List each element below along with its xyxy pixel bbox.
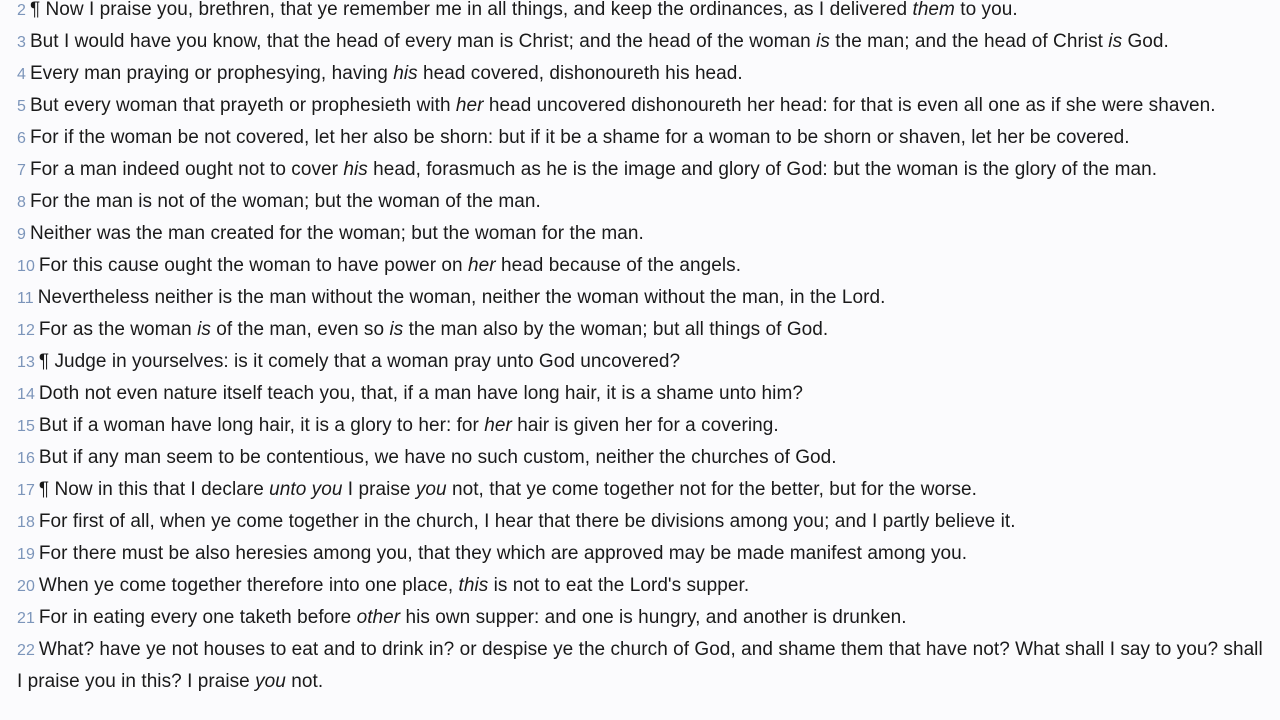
verse xyxy=(17,26,1263,58)
verse-text-italic: her xyxy=(455,95,484,116)
verse xyxy=(17,538,1263,570)
verse-text: the man; and the head of Christ xyxy=(829,31,1109,52)
verse-text: ¶ Judge in yourselves: is it comely that a woman pray unto God uncovered? xyxy=(38,351,681,372)
verse-text-italic: them xyxy=(912,0,955,20)
verse-number[interactable]: 10 xyxy=(17,258,35,275)
verse-number[interactable]: 12 xyxy=(17,322,35,339)
verse xyxy=(17,570,1263,602)
verse-number[interactable]: 9 xyxy=(17,226,26,243)
verse-number[interactable]: 2 xyxy=(17,2,26,19)
verse-text: What? have ye not houses to eat and to drink in? or despise ye the church of God, and shame them that have not? What shall I say to you? shall I praise you in this? I praise xyxy=(17,639,1263,692)
verse-text: not, that ye come together not for the better, but for the worse. xyxy=(446,479,977,500)
verse-text: But I would have you know, that the head of every man is Christ; and the head of the woman xyxy=(29,31,817,52)
verse-number[interactable]: 21 xyxy=(17,610,35,627)
verse-text: For if the woman be not covered, let her also be shorn: but if it be a shame for a woman to be shorn or shaven, let her be covered. xyxy=(29,127,1130,148)
verse xyxy=(17,346,1263,378)
verse-text-italic: is xyxy=(1108,31,1123,52)
verse-text: not. xyxy=(285,671,324,692)
verse-number[interactable]: 15 xyxy=(17,418,35,435)
verse-text: But if a woman have long hair, it is a glory to her: for xyxy=(38,415,485,436)
verse-number[interactable]: 20 xyxy=(17,578,35,595)
verse-text: For as the woman xyxy=(38,319,198,340)
verse-text: head because of the angels. xyxy=(495,255,742,276)
verse-text-italic: you xyxy=(255,671,286,692)
verse xyxy=(17,602,1263,634)
verse-text-italic: you xyxy=(415,479,447,500)
verse xyxy=(17,410,1263,442)
verse-text: I praise xyxy=(342,479,416,500)
verse-text: his own supper: and one is hungry, and another is drunken. xyxy=(400,607,907,628)
verse xyxy=(17,186,1263,218)
verse-text-italic: his xyxy=(343,159,368,180)
verse-text-italic: his xyxy=(393,63,418,84)
verse-number[interactable]: 5 xyxy=(17,98,26,115)
verse-text-italic: is xyxy=(197,319,211,340)
verse-text: But every woman that prayeth or prophesieth with xyxy=(29,95,456,116)
verse xyxy=(17,282,1263,314)
verse-text-italic: this xyxy=(458,575,489,596)
verse-number[interactable]: 11 xyxy=(17,290,34,307)
verse xyxy=(17,154,1263,186)
verse xyxy=(17,0,1263,26)
verse xyxy=(17,314,1263,346)
verse-text: For first of all, when ye come together in the church, I hear that there be divisions among you; and I partly believe it. xyxy=(38,511,1016,532)
verse-text-italic: unto you xyxy=(269,479,343,500)
verse-text: is not to eat the Lord's supper. xyxy=(488,575,750,596)
verse-text-italic: other xyxy=(356,607,401,628)
verse-text: God. xyxy=(1122,31,1169,52)
verse-text: of the man, even so xyxy=(210,319,390,340)
verse-text-italic: her xyxy=(484,415,512,436)
verse-text: For the man is not of the woman; but the woman of the man. xyxy=(29,191,541,212)
verse-text: For there must be also heresies among you, that they which are approved may be made manifest among you. xyxy=(38,543,968,564)
verse-text: hair is given her for a covering. xyxy=(511,415,779,436)
verse xyxy=(17,506,1263,538)
verse xyxy=(17,378,1263,410)
verse-text: When ye come together therefore into one place, xyxy=(38,575,459,596)
verse-text: head, forasmuch as he is the image and glory of God: but the woman is the glory of the man. xyxy=(367,159,1158,180)
verse-text-italic: is xyxy=(816,31,830,52)
verse xyxy=(17,634,1263,697)
verse-text: Every man praying or prophesying, having xyxy=(29,63,394,84)
verse-number[interactable]: 14 xyxy=(17,386,35,403)
verse-text-italic: her xyxy=(468,255,496,276)
verse xyxy=(17,122,1263,154)
verse-text: head covered, dishonoureth his head. xyxy=(417,63,743,84)
verse-text: Nevertheless neither is the man without the woman, neither the woman without the man, in the Lord. xyxy=(37,287,886,308)
verse-number[interactable]: 4 xyxy=(17,66,26,83)
verse-number[interactable]: 8 xyxy=(17,194,26,211)
verse xyxy=(17,442,1263,474)
verse xyxy=(17,250,1263,282)
verse-text: ¶ Now I praise you, brethren, that ye remember me in all things, and keep the ordinances, as I delivered xyxy=(29,0,913,20)
verse xyxy=(17,58,1263,90)
verse-text: head uncovered dishonoureth her head: for that is even all one as if she were shaven. xyxy=(483,95,1216,116)
verse-text: For a man indeed ought not to cover xyxy=(29,159,344,180)
verse-text: the man also by the woman; but all things of God. xyxy=(403,319,829,340)
verse-text-italic: is xyxy=(389,319,404,340)
verse-text: to you. xyxy=(954,0,1018,20)
verse-text: For in eating every one taketh before xyxy=(38,607,357,628)
verse-number[interactable]: 3 xyxy=(17,34,26,51)
verse xyxy=(17,474,1263,506)
verse-number[interactable]: 7 xyxy=(17,162,26,179)
verse-text: Doth not even nature itself teach you, that, if a man have long hair, it is a shame unto him? xyxy=(38,383,803,404)
verse-text: Neither was the man created for the woman; but the woman for the man. xyxy=(29,223,644,244)
verse-number[interactable]: 6 xyxy=(17,130,26,147)
verse-number[interactable]: 16 xyxy=(17,450,35,467)
verse-text: But if any man seem to be contentious, we have no such custom, neither the churches of God. xyxy=(38,447,837,468)
verse-number[interactable]: 18 xyxy=(17,514,35,531)
verse-text: For this cause ought the woman to have power on xyxy=(38,255,468,276)
verse xyxy=(17,90,1263,122)
verse-text: ¶ Now in this that I declare xyxy=(38,479,270,500)
verse-number[interactable]: 13 xyxy=(17,354,35,371)
verse-number[interactable]: 19 xyxy=(17,546,35,563)
verse xyxy=(17,218,1263,250)
verse-number[interactable]: 22 xyxy=(17,642,35,659)
verse-number[interactable]: 17 xyxy=(17,482,35,499)
